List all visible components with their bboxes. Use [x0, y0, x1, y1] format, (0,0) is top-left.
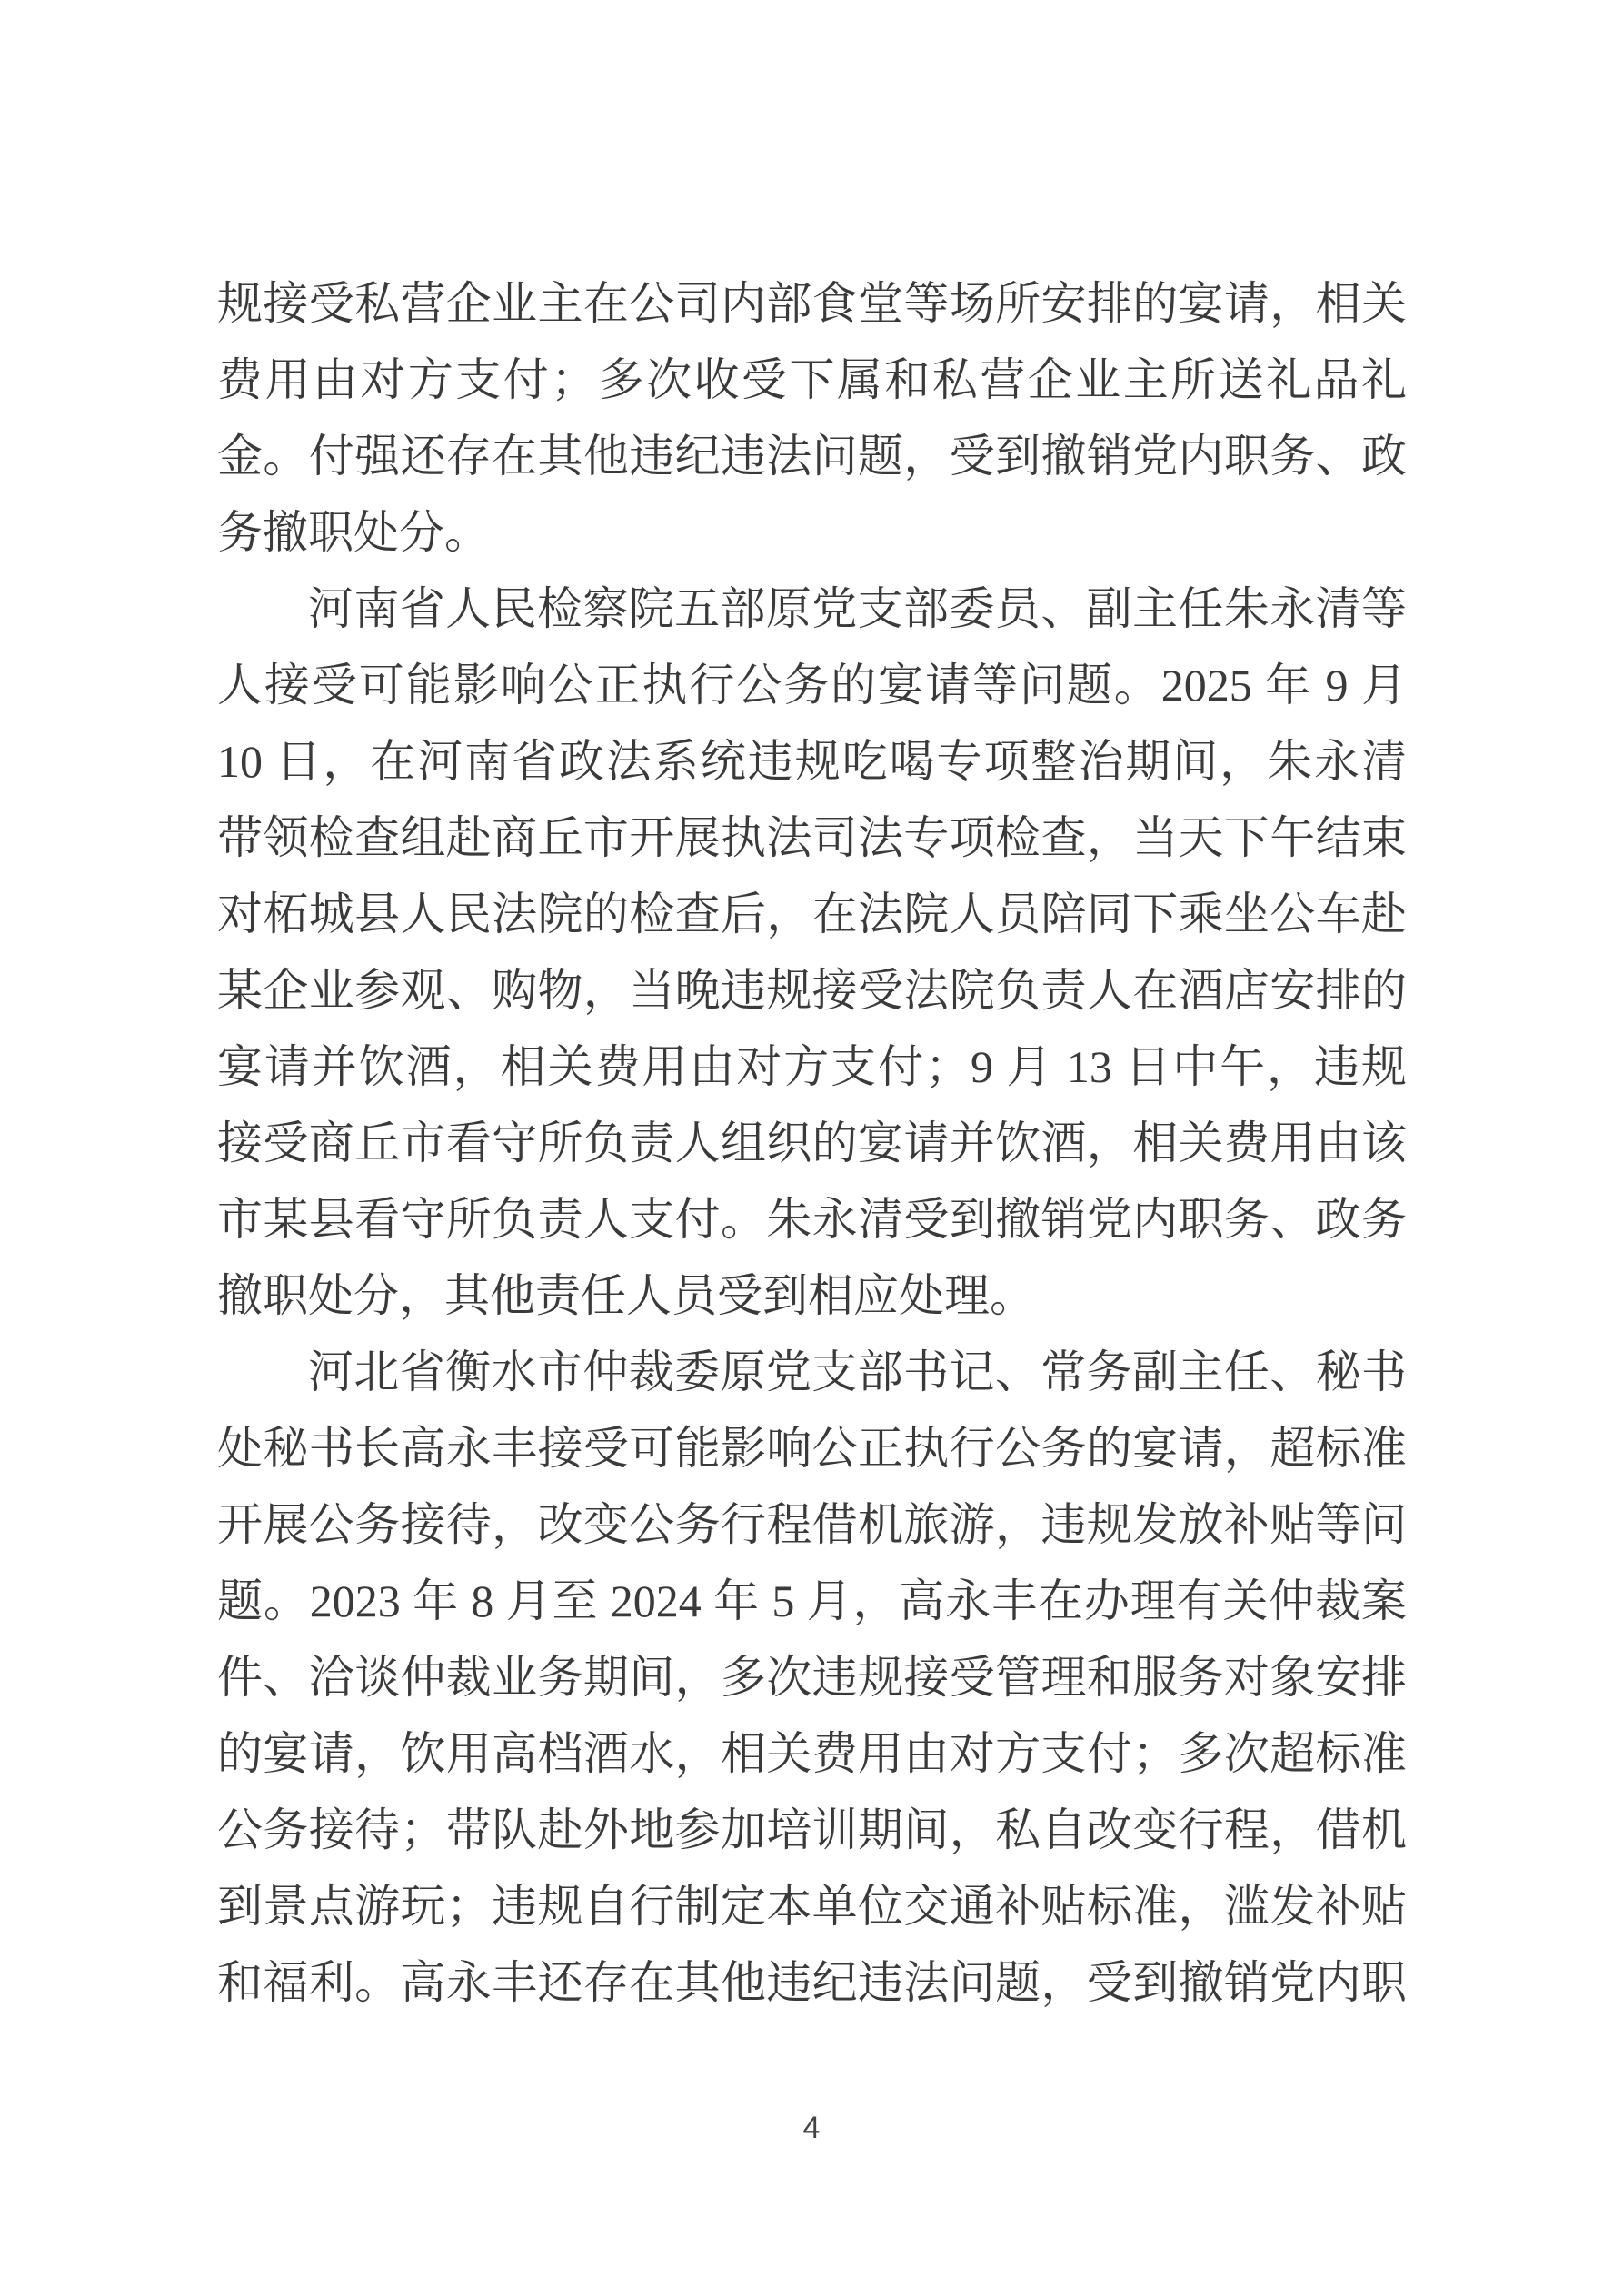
text-line: 务撤职处分。 [217, 507, 490, 558]
text-line: 件、洽谈仲裁业务期间，多次违规接受管理和服务对象安排 [217, 1652, 1407, 1703]
text-line: 的宴请，饮用高档酒水，相关费用由对方支付；多次超标准 [217, 1728, 1407, 1779]
text-line: 对柘城县人民法院的检查后，在法院人员陪同下乘坐公车赴 [217, 889, 1407, 939]
text-line: 处秘书长高永丰接受可能影响公正执行公务的宴请，超标准 [217, 1423, 1407, 1474]
text-line: 10 日，在河南省政法系统违规吃喝专项整治期间，朱永清 [217, 736, 1407, 787]
text-line: 人接受可能影响公正执行公务的宴请等问题。2025 年 9 月 [217, 660, 1407, 711]
text-line: 费用由对方支付；多次收受下属和私营企业主所送礼品礼 [217, 354, 1407, 405]
text-line: 到景点游玩；违规自行制定本单位交通补贴标准，滥发补贴 [217, 1881, 1407, 1932]
text-line: 宴请并饮酒，相关费用由对方支付；9 月 13 日中午，违规 [217, 1041, 1407, 1092]
text-line: 撤职处分，其他责任人员受到相应处理。 [217, 1270, 1035, 1321]
text-line: 开展公务接待，改变公务行程借机旅游，违规发放补贴等问 [217, 1499, 1407, 1550]
text-line: 市某县看守所负责人支付。朱永清受到撤销党内职务、政务 [217, 1194, 1407, 1245]
text-line: 带领检查组赴商丘市开展执法司法专项检查，当天下午结束 [217, 812, 1407, 863]
document-body [217, 265, 1407, 2021]
text-line: 接受商丘市看守所负责人组织的宴请并饮酒，相关费用由该 [217, 1118, 1407, 1168]
page-number: 4 [802, 2111, 821, 2145]
text-line: 金。付强还存在其他违纪违法问题，受到撤销党内职务、政 [217, 431, 1407, 482]
text-line: 题。2023 年 8 月至 2024 年 5 月，高永丰在办理有关仲裁案 [217, 1575, 1407, 1626]
text-line: 河北省衡水市仲裁委原党支部书记、常务副主任、秘书 [308, 1347, 1407, 1397]
text-line: 规接受私营企业主在公司内部食堂等场所安排的宴请，相关 [217, 278, 1407, 329]
text-line: 河南省人民检察院五部原党支部委员、副主任朱永清等 [308, 583, 1407, 634]
text-line: 某企业参观、购物，当晚违规接受法院负责人在酒店安排的 [217, 965, 1407, 1016]
text-line: 和福利。高永丰还存在其他违纪违法问题，受到撤销党内职 [217, 1957, 1407, 2008]
text-line: 公务接待；带队赴外地参加培训期间，私自改变行程，借机 [217, 1804, 1407, 1855]
